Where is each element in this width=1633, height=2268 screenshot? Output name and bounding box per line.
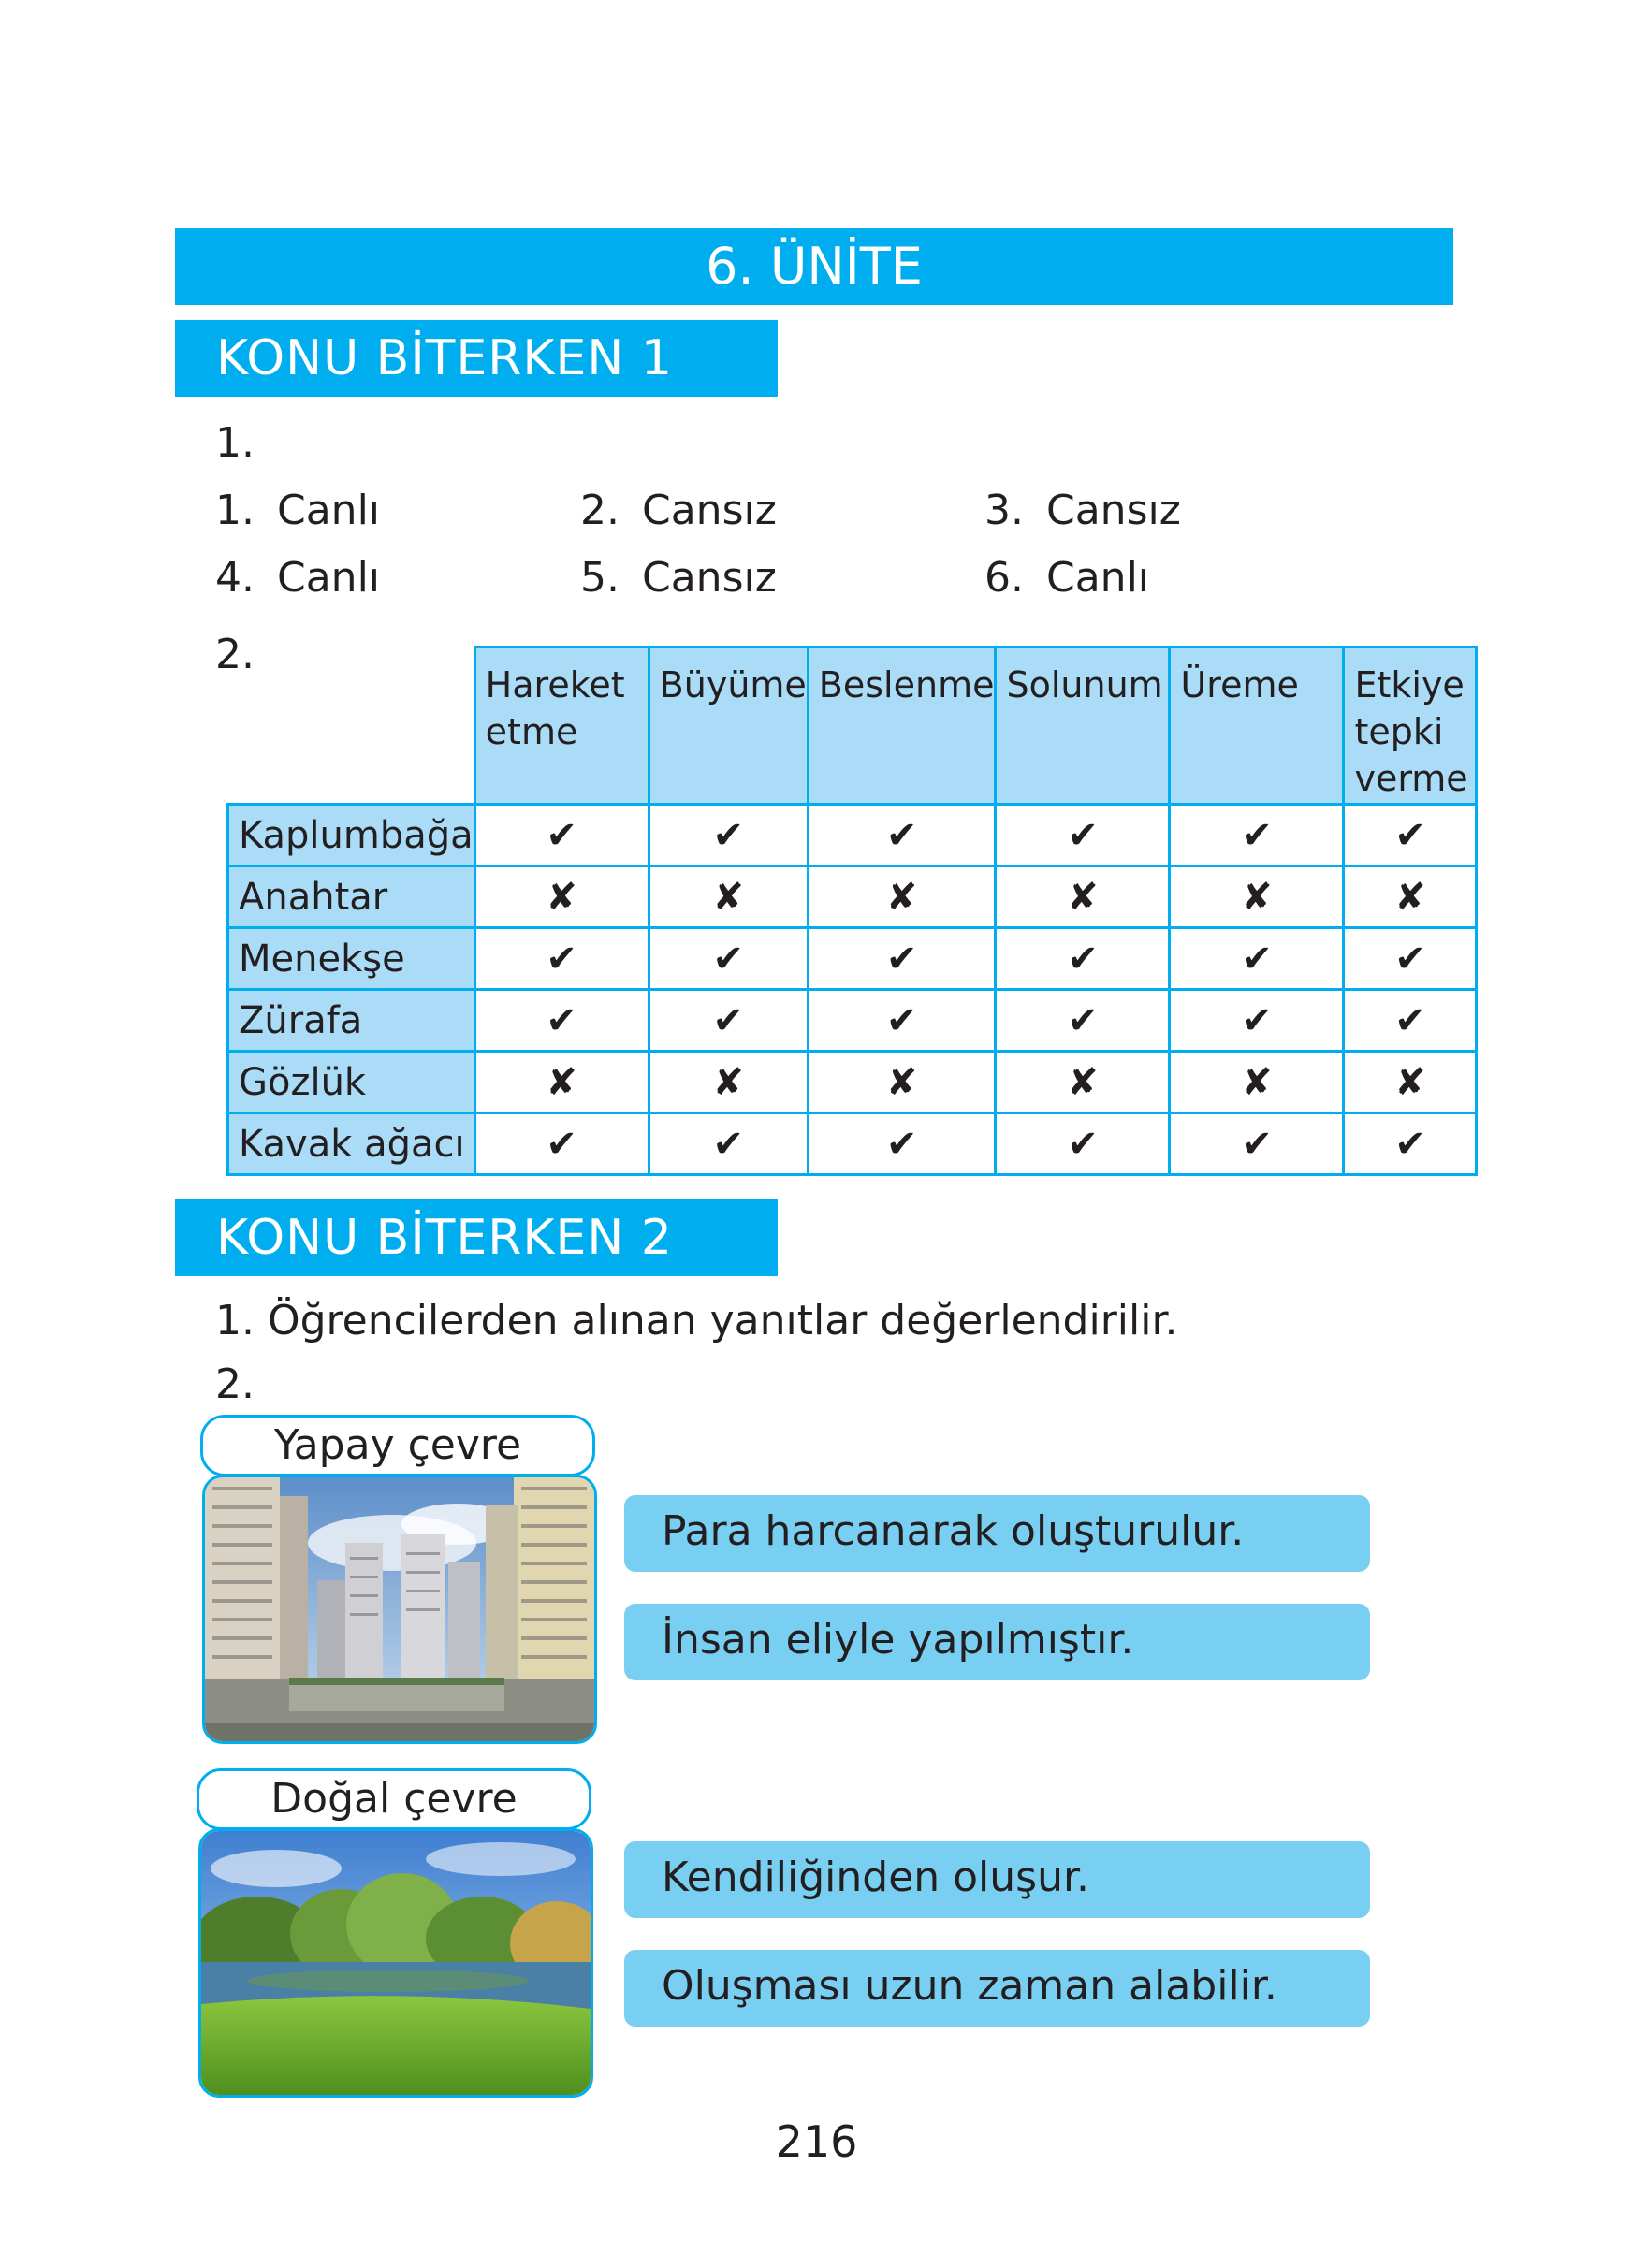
table-row: [228, 805, 1477, 866]
section-2-question-2-number: 2.: [215, 1360, 255, 1408]
mark-cell: ✔: [649, 928, 808, 990]
mark-cell: ✔: [1344, 928, 1477, 990]
mark-cell: ✘: [474, 1052, 649, 1113]
mark-cell: ✔: [649, 805, 808, 866]
table-row: [228, 928, 1477, 990]
lake-park-image: [201, 1831, 591, 2095]
apartment-buildings-image: [205, 1477, 594, 1741]
mark-cell: ✔: [1170, 1113, 1344, 1175]
mark-cell: ✔: [996, 1113, 1170, 1175]
mark-cell: ✔: [808, 805, 996, 866]
mark-cell: ✔: [474, 990, 649, 1052]
mark-cell: ✔: [996, 990, 1170, 1052]
row-label: Kavak ağacı: [228, 1113, 475, 1175]
mark-cell: ✘: [808, 866, 996, 928]
section-1-question-1-number: 1.: [215, 419, 255, 467]
table-row: [228, 1113, 1477, 1175]
lake-park-photo: [198, 1828, 593, 2098]
header-reproduction: Üreme: [1170, 647, 1344, 805]
row-label: Menekşe: [228, 928, 475, 990]
mark-cell: ✔: [1344, 1113, 1477, 1175]
answer-3: 3. Cansız: [984, 487, 1181, 534]
table-row: [228, 990, 1477, 1052]
mark-cell: ✘: [1170, 866, 1344, 928]
section-1-title: KONU BİTERKEN 1: [175, 320, 778, 397]
mark-cell: ✔: [649, 990, 808, 1052]
mark-cell: ✔: [649, 1113, 808, 1175]
mark-cell: ✔: [1170, 990, 1344, 1052]
mark-cell: ✔: [808, 1113, 996, 1175]
mark-cell: ✔: [474, 805, 649, 866]
row-label: Zürafa: [228, 990, 475, 1052]
answer-5: 5. Cansız: [580, 554, 777, 602]
mark-cell: ✔: [996, 928, 1170, 990]
table-row: [228, 866, 1477, 928]
mark-cell: ✔: [1170, 928, 1344, 990]
answer-1: 1. Canlı: [215, 487, 381, 534]
mark-cell: ✘: [474, 866, 649, 928]
apartment-buildings-photo: [202, 1475, 597, 1744]
section-2-question-1: 1. Öğrencilerden alınan yanıtlar değerlendirilir.: [215, 1297, 1178, 1345]
mark-cell: ✘: [1170, 1052, 1344, 1113]
mark-cell: ✘: [1344, 1052, 1477, 1113]
natural-environment-label: Doğal çevre: [197, 1768, 591, 1830]
mark-cell: ✘: [996, 866, 1170, 928]
header-growth: Büyüme: [649, 647, 808, 805]
answer-2: 2. Cansız: [580, 487, 777, 534]
page-number: 216: [775, 2116, 858, 2167]
mark-cell: ✔: [996, 805, 1170, 866]
row-label: Anahtar: [228, 866, 475, 928]
table-row: [228, 1052, 1477, 1113]
table-corner: [228, 647, 475, 805]
section-2-title: KONU BİTERKEN 2: [175, 1199, 778, 1276]
artificial-statement-2: İnsan eliyle yapılmıştır.: [624, 1604, 1370, 1680]
mark-cell: ✔: [1344, 990, 1477, 1052]
natural-statement-2: Oluşması uzun zaman alabilir.: [624, 1950, 1370, 2027]
mark-cell: ✘: [808, 1052, 996, 1113]
mark-cell: ✘: [1344, 866, 1477, 928]
section-1-question-2-number: 2.: [215, 631, 255, 678]
answer-4: 4. Canlı: [215, 554, 381, 602]
mark-cell: ✘: [649, 1052, 808, 1113]
mark-cell: ✘: [996, 1052, 1170, 1113]
header-movement: Hareket etme: [474, 647, 649, 805]
mark-cell: ✔: [808, 990, 996, 1052]
header-nutrition: Beslenme: [808, 647, 996, 805]
answer-6: 6. Canlı: [984, 554, 1150, 602]
mark-cell: ✘: [649, 866, 808, 928]
header-respiration: Solunum: [996, 647, 1170, 805]
mark-cell: ✔: [474, 1113, 649, 1175]
row-label: Gözlük: [228, 1052, 475, 1113]
row-label: Kaplumbağa: [228, 805, 475, 866]
artificial-environment-label: Yapay çevre: [200, 1415, 595, 1476]
characteristics-table: [226, 646, 1478, 1176]
mark-cell: ✔: [808, 928, 996, 990]
mark-cell: ✔: [474, 928, 649, 990]
artificial-statement-1: Para harcanarak oluşturulur.: [624, 1495, 1370, 1572]
header-response: Etkiye tepki verme: [1344, 647, 1477, 805]
mark-cell: ✔: [1344, 805, 1477, 866]
natural-statement-1: Kendiliğinden oluşur.: [624, 1841, 1370, 1918]
unit-title: 6. ÜNİTE: [175, 228, 1453, 305]
mark-cell: ✔: [1170, 805, 1344, 866]
